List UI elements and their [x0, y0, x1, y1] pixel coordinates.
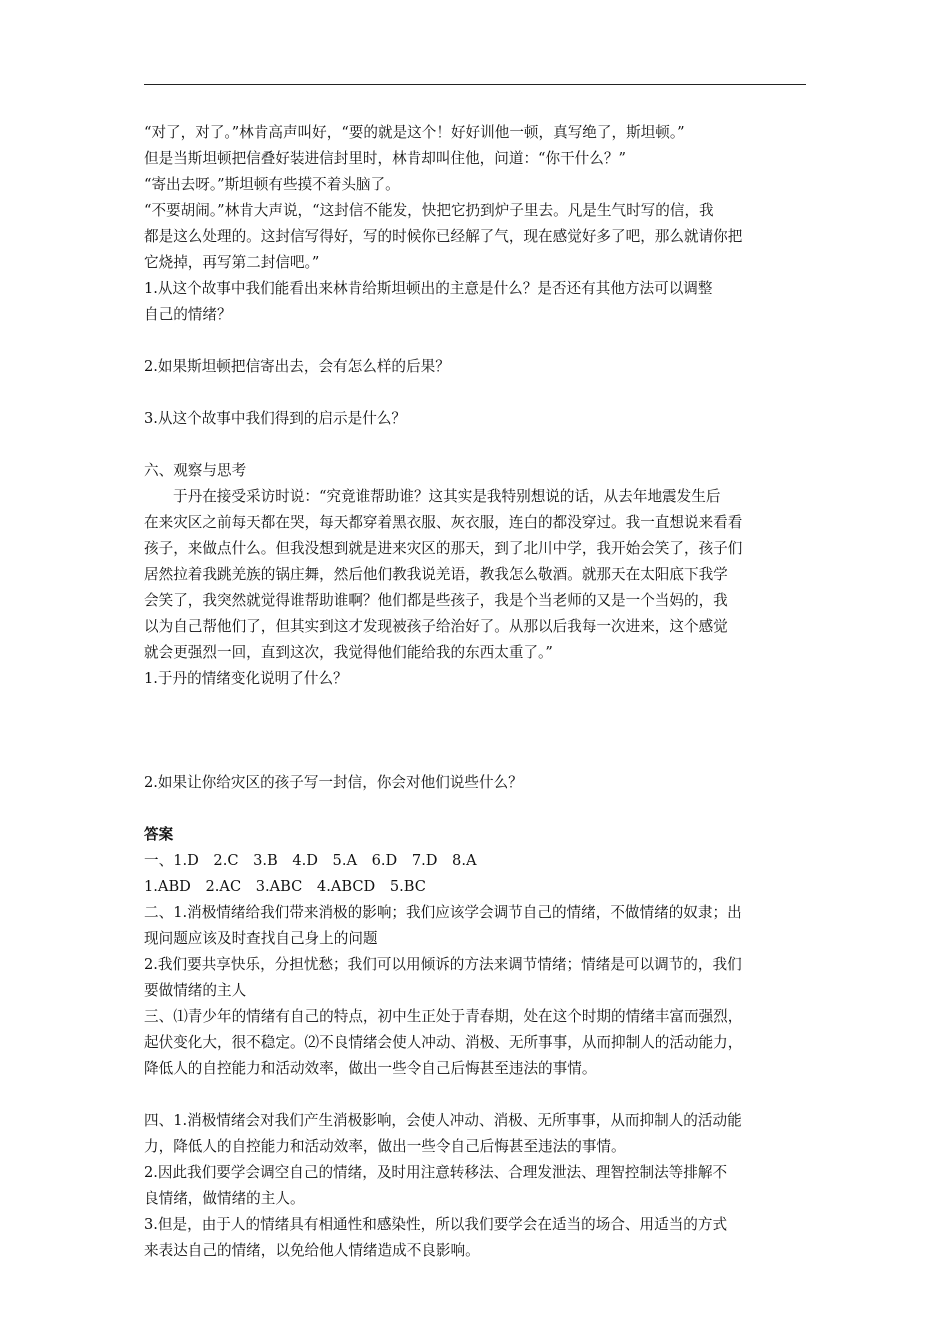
- story-line: 但是当斯坦顿把信叠好装进信封里时，林肯却叫住他，问道：“你干什么？”: [144, 150, 626, 167]
- answers-part-3: [144, 1004, 810, 1082]
- answers-title: 答案: [144, 826, 174, 843]
- blank-line: [144, 1082, 810, 1108]
- answer-line: 起伏变化大，很不稳定。⑵不良情绪会使人冲动、消极、无所事事，从而抑制人的活动能力，: [144, 1034, 743, 1051]
- answer-line: 来表达自己的情绪，以免给他人情绪造成不良影响。: [144, 1242, 480, 1259]
- paragraph-line: 在来灾区之前每天都在哭，每天都穿着黑衣服、灰衣服，连白的都没穿过。我一直想说来看看: [144, 514, 743, 531]
- paragraph-line: 居然拉着我跳羌族的锅庄舞，然后他们教我说羌语，教我怎么敬酒。就那天在太阳底下我学: [144, 566, 728, 583]
- answer-line: 四、1.消极情绪会对我们产生消极影响，会使人冲动、消极、无所事事，从而抑制人的活动能: [144, 1112, 742, 1129]
- story-line: “寄出去呀。”斯坦顿有些摸不着头脑了。: [144, 176, 400, 193]
- story-line: “不要胡闹。”林肯大声说，“这封信不能发，快把它扔到炉子里去。凡是生气时写的信，我: [144, 202, 714, 219]
- paragraph-line: 孩子，来做点什么。但我没想到就是进来灾区的那天，到了北川中学，我开始会笑了，孩子们: [144, 540, 743, 557]
- paragraph-line: 以为自己帮他们了，但其实到这才发现被孩子给治好了。从那以后我每一次进来，这个感觉: [144, 618, 728, 635]
- story-line: 它烧掉，再写第二封信吧。”: [144, 254, 320, 271]
- answer-space: [144, 380, 810, 406]
- answer-line: 2.我们要共享快乐，分担忧愁；我们可以用倾诉的方法来调节情绪；情绪是可以调节的，我们: [144, 956, 742, 973]
- answer-line: 三、⑴青少年的情绪有自己的特点，初中生正处于青春期，处在这个时期的情绪丰富而强烈，: [144, 1008, 743, 1025]
- story-line: “对了，对了。”林肯高声叫好，“要的就是这个！好好训他一顿，真写绝了，斯坦顿。”: [144, 124, 685, 141]
- section-6-title: 六、观察与思考: [144, 462, 247, 479]
- answer-space: [144, 432, 810, 458]
- answer-space: [144, 796, 810, 822]
- header-rule: [144, 84, 806, 85]
- section-6-question-2: 2.如果让你给灾区的孩子写一封信，你会对他们说些什么？: [144, 774, 523, 791]
- answer-line: 一、1.D 2.C 3.B 4.D 5.A 6.D 7.D 8.A: [144, 852, 477, 869]
- story-question-1: [144, 276, 810, 328]
- answer-line: 降低人的自控能力和活动效率，做出一些令自己后悔甚至违法的事情。: [144, 1060, 597, 1077]
- answer-line: 现问题应该及时查找自己身上的问题: [144, 930, 378, 947]
- answer-line: 良情绪，做情绪的主人。: [144, 1190, 305, 1207]
- story-passage: [144, 120, 810, 276]
- story-question-3: 3.从这个故事中我们得到的启示是什么？: [144, 410, 407, 427]
- paragraph-line: 会笑了，我突然就觉得谁帮助谁啊？他们都是些孩子，我是个当老师的又是一个当妈的，我: [144, 592, 728, 609]
- answer-line: 要做情绪的主人: [144, 982, 247, 999]
- paragraph-line: 就会更强烈一回，直到这次，我觉得他们能给我的东西太重了。”: [144, 644, 553, 661]
- question-line: 1.从这个故事中我们能看出来林肯给斯坦顿出的主意是什么？是否还有其他方法可以调整: [144, 280, 713, 297]
- answer-line: 2.因此我们要学会调空自己的情绪，及时用注意转移法、合理发泄法、理智控制法等排解不: [144, 1164, 728, 1181]
- answer-line: 1.ABD 2.AC 3.ABC 4.ABCD 5.BC: [144, 878, 426, 895]
- section-6-question-1: 1.于丹的情绪变化说明了什么？: [144, 670, 348, 687]
- answer-line: 二、1.消极情绪给我们带来消极的影响；我们应该学会调节自己的情绪，不做情绪的奴隶；出: [144, 904, 742, 921]
- question-line: 自己的情绪？: [144, 306, 232, 323]
- document-body: [144, 120, 810, 1264]
- section-6-paragraph: [144, 484, 810, 666]
- answers-part-4: [144, 1108, 810, 1264]
- story-question-2: 2.如果斯坦顿把信寄出去，会有怎么样的后果？: [144, 358, 450, 375]
- answer-space: [144, 692, 810, 770]
- answers-part-1: [144, 848, 810, 900]
- answers-part-2: [144, 900, 810, 1004]
- story-line: 都是这么处理的。这封信写得好，写的时候你已经解了气，现在感觉好多了吧，那么就请你把: [144, 228, 743, 245]
- answer-line: 力，降低人的自控能力和活动效率，做出一些令自己后悔甚至违法的事情。: [144, 1138, 626, 1155]
- answer-space: [144, 328, 810, 354]
- answer-line: 3.但是，由于人的情绪具有相通性和感染性，所以我们要学会在适当的场合、用适当的方式: [144, 1216, 728, 1233]
- paragraph-line: 于丹在接受采访时说：“究竟谁帮助谁？这其实是我特别想说的话，从去年地震发生后: [173, 488, 721, 505]
